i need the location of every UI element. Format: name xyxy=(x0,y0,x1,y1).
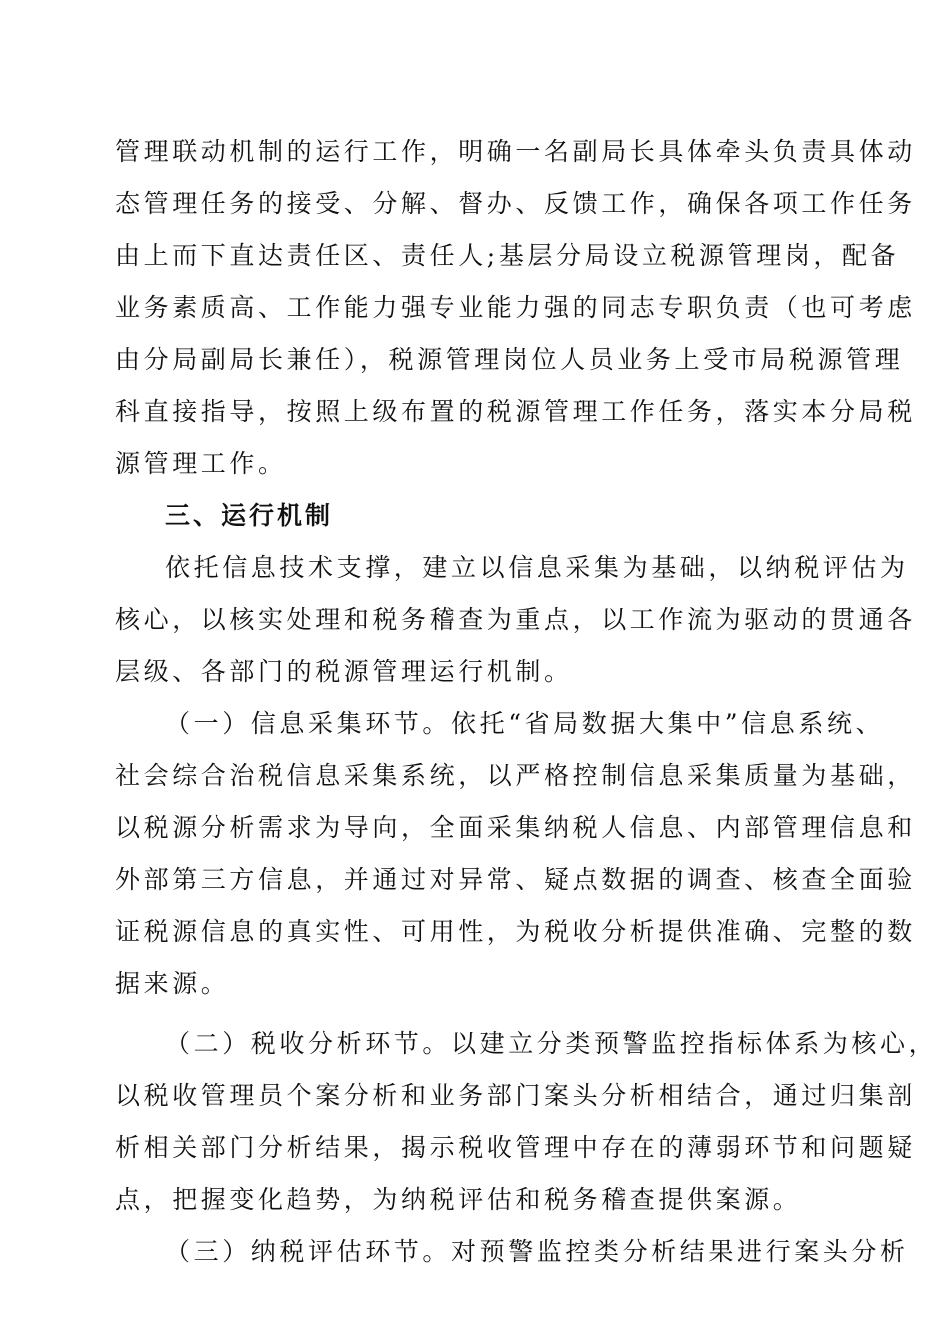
paragraph-line: 层级、各部门的税源管理运行机制。 xyxy=(115,657,573,686)
paragraph-line: 态管理任务的接受、分解、督办、反馈工作，确保各项工作任务 xyxy=(115,189,916,218)
paragraph-line: 由分局副局长兼任），税源管理岗位人员业务上受市局税源管理 xyxy=(115,345,904,374)
paragraph-line: （一）信息采集环节。依托“省局数据大集中”信息系统、 xyxy=(165,709,885,738)
paragraph-line: 由上而下直达责任区、责任人;基层分局设立税源管理岗，配备 xyxy=(115,241,900,270)
paragraph-line: （二）税收分析环节。以建立分类预警监控指标体系为核心， xyxy=(165,1029,938,1058)
paragraph-line: 点，把握变化趋势，为纳税评估和税务稽查提供案源。 xyxy=(115,1185,802,1214)
paragraph-line: 析相关部门分析结果，揭示税收管理中存在的薄弱环节和问题疑 xyxy=(115,1133,916,1162)
paragraph-line: 核心，以核实处理和税务稽查为重点，以工作流为驱动的贯通各 xyxy=(115,605,916,634)
paragraph-line: 以税源分析需求为导向，全面采集纳税人信息、内部管理信息和 xyxy=(115,813,916,842)
paragraph-line: 管理联动机制的运行工作，明确一名副局长具体牵头负责具体动 xyxy=(115,137,916,166)
paragraph-line: 依托信息技术支撑，建立以信息采集为基础，以纳税评估为 xyxy=(165,553,909,582)
paragraph-line: 证税源信息的真实性、可用性，为税收分析提供准确、完整的数 xyxy=(115,917,916,946)
paragraph-line: （三）纳税评估环节。对预警监控类分析结果进行案头分析 xyxy=(165,1237,909,1266)
paragraph-line: 业务素质高、工作能力强专业能力强的同志专职负责（也可考虑 xyxy=(115,293,916,322)
section-heading: 三、运行机制 xyxy=(165,501,334,530)
paragraph-line: 据来源。 xyxy=(115,969,230,998)
paragraph-line: 社会综合治税信息采集系统，以严格控制信息采集质量为基础， xyxy=(115,761,916,790)
paragraph-line: 以税收管理员个案分析和业务部门案头分析相结合，通过归集剖 xyxy=(115,1081,916,1110)
paragraph-line: 科直接指导，按照上级布置的税源管理工作任务，落实本分局税 xyxy=(115,397,916,426)
paragraph-line: 外部第三方信息，并通过对异常、疑点数据的调查、核查全面验 xyxy=(115,865,916,894)
paragraph-line: 源管理工作。 xyxy=(115,449,287,478)
